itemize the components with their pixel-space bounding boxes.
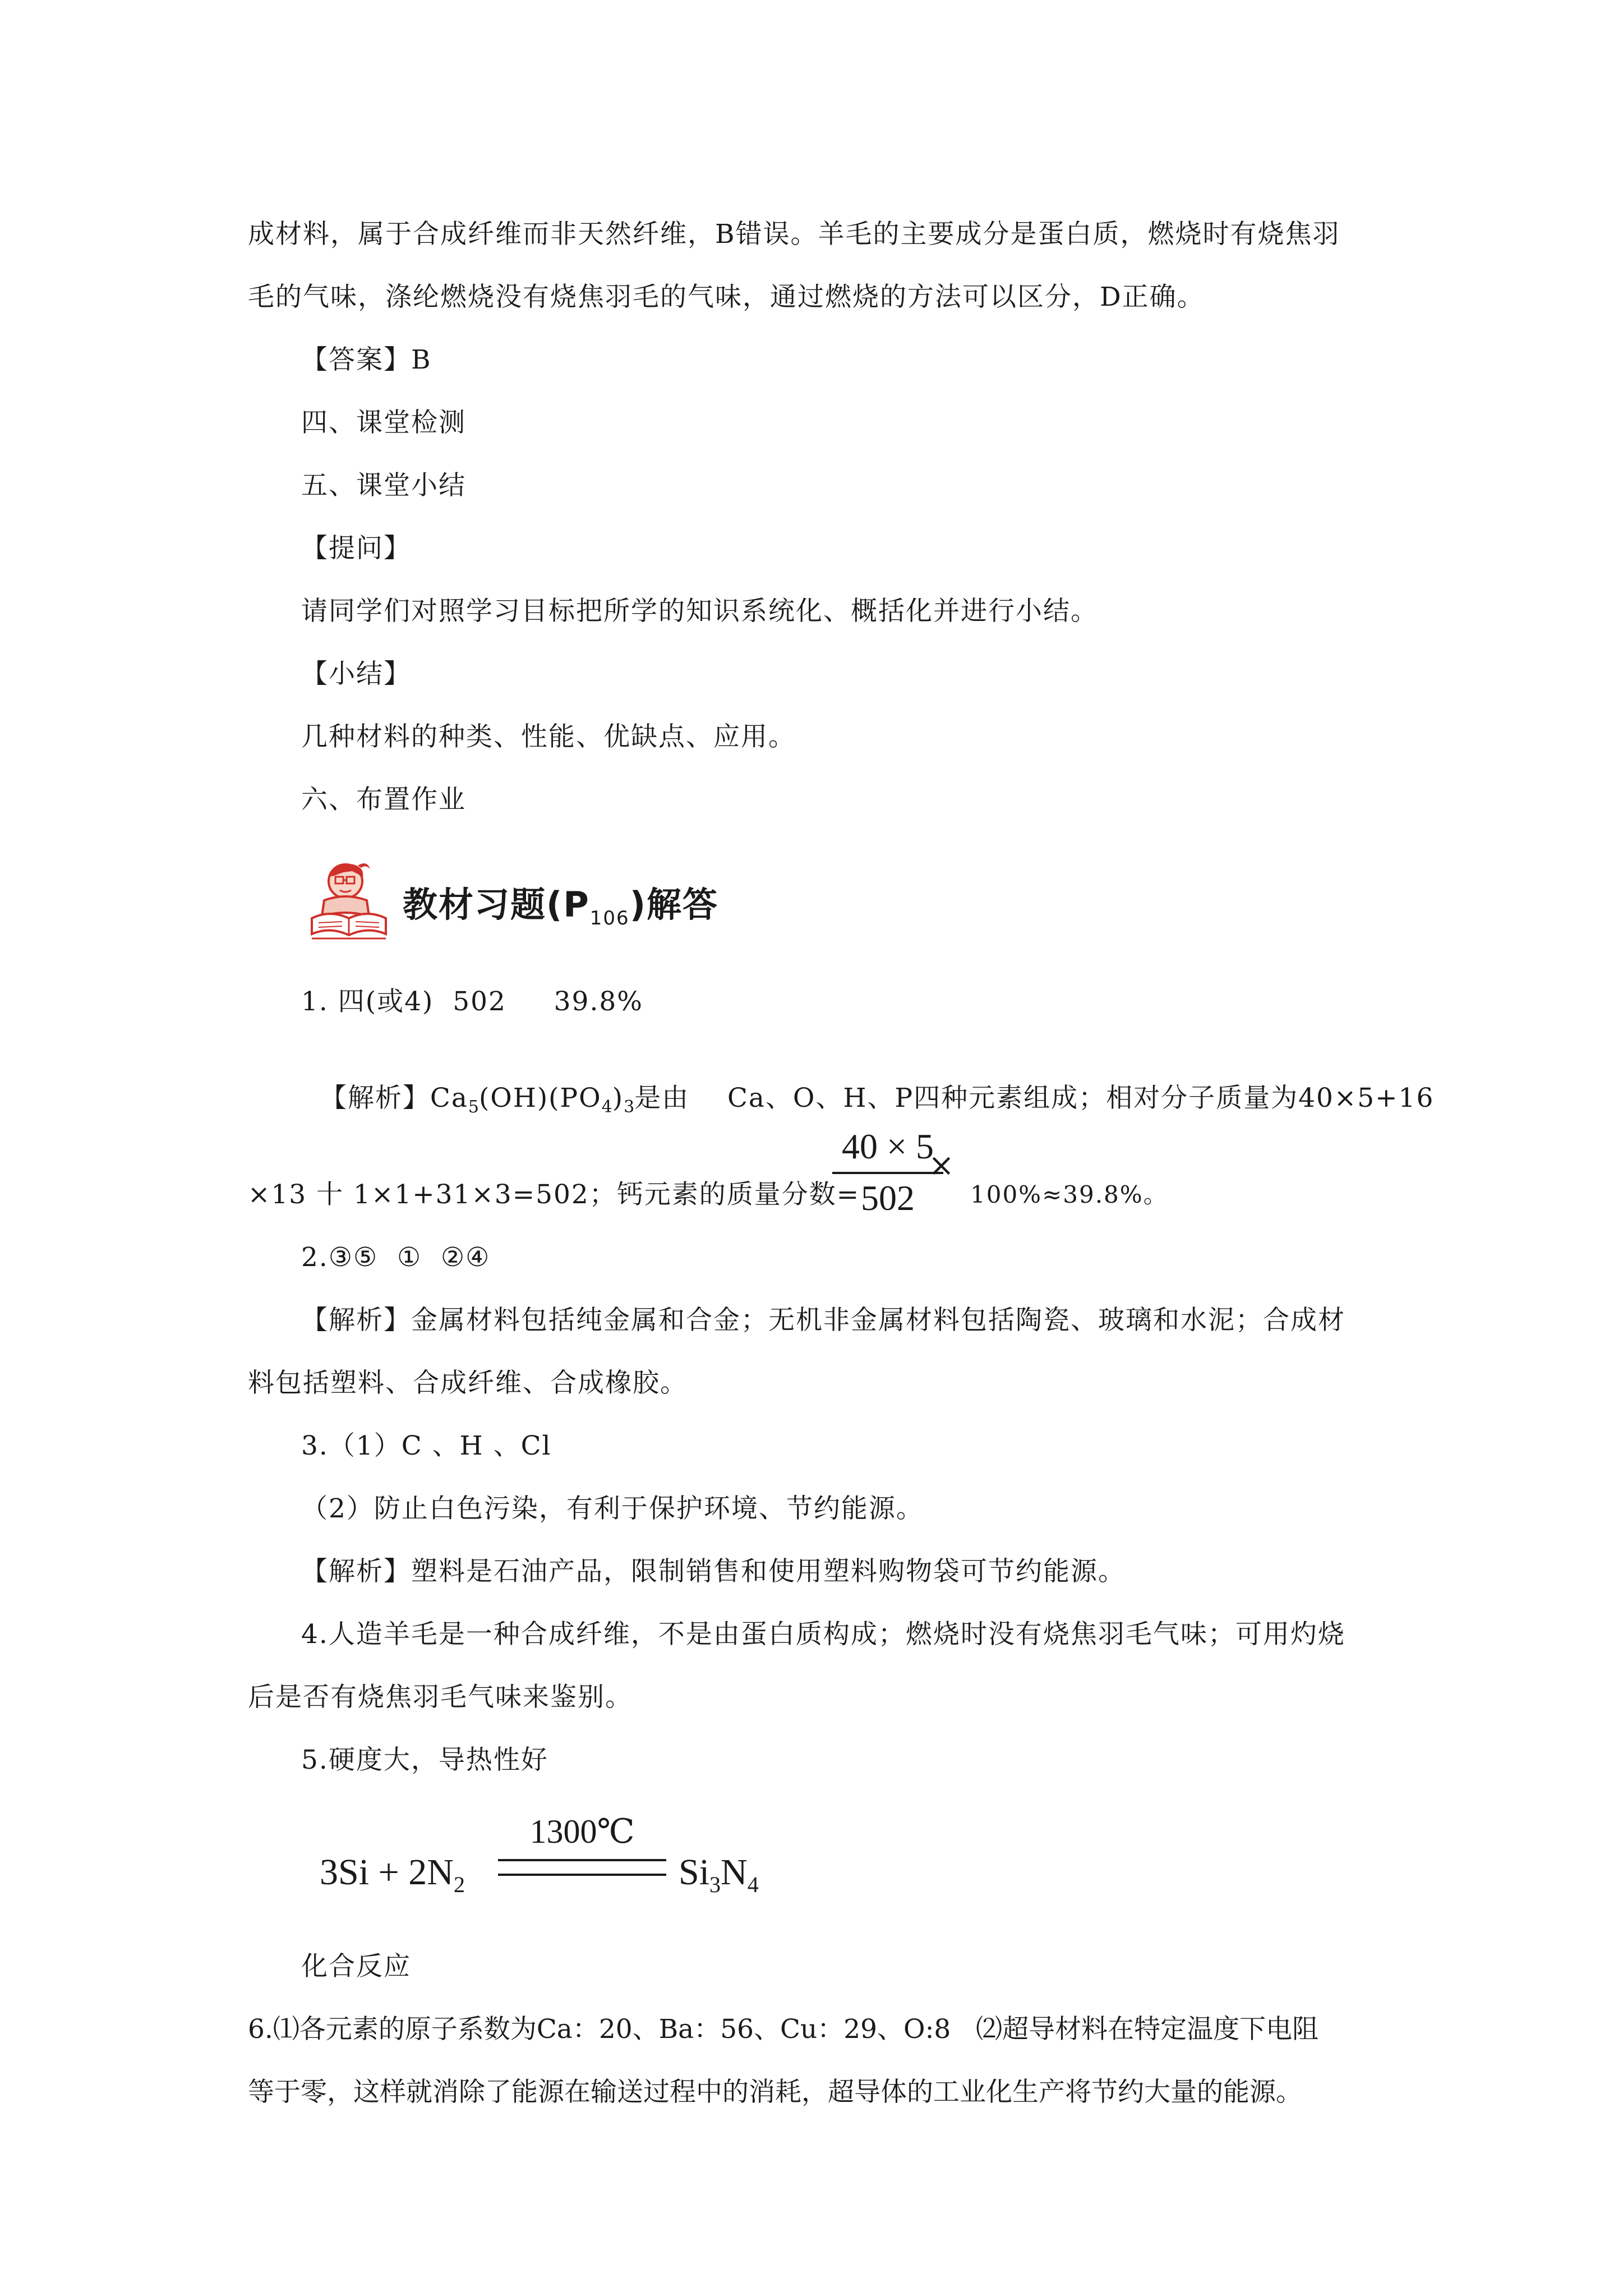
- answer-4: 4.人造羊毛是一种合成纤维，不是由蛋白质构成；燃烧时没有烧焦羽毛气味；可用灼烧: [301, 1619, 1345, 1650]
- text-line: 后是否有烧焦羽毛气味来鉴别。: [248, 1682, 633, 1713]
- equation-equals: [498, 1859, 666, 1876]
- equation-condition: 1300℃: [529, 1813, 635, 1850]
- analysis-2: 【解析】金属材料包括纯金属和合金；无机非金属材料包括陶瓷、玻璃和水泥；合成材: [301, 1305, 1345, 1336]
- text-line: 料包括塑料、合成纤维、合成橡胶。: [248, 1368, 688, 1398]
- analysis-1: 【解析】$Ca_5(OH)(PO_4)_3$是由 Ca、O、H、P四种元素组成；相对分子质量为40×5+16: [320, 1083, 1435, 1117]
- text-line: 请同学们对照学习目标把所学的知识系统化、概括化并进行小结。: [301, 596, 1098, 627]
- reading-student-icon: [307, 860, 391, 946]
- answer-3: 3.（1）C 、H 、Cl: [301, 1430, 552, 1461]
- fraction-denominator: 502: [861, 1178, 915, 1218]
- summary-label: 【小结】: [301, 659, 411, 689]
- section-heading: 四、课堂检测: [301, 407, 466, 438]
- text-line: 毛的气味，涤纶燃烧没有烧焦羽毛的气味，通过燃烧的方法可以区分，D正确。: [248, 282, 1205, 312]
- equation-product: $Si_3N_4$: [679, 1852, 759, 1897]
- text-line: 100%≈39.8%。: [970, 1181, 1168, 1208]
- banner-title: 教材习题$(P_{106})$解答: [403, 884, 719, 930]
- answer-2: 2.③⑤ ① ②④: [301, 1242, 491, 1273]
- answer-label: 【答案】B: [301, 344, 432, 375]
- analysis-3: 【解析】塑料是石油产品，限制销售和使用塑料购物袋可节约能源。: [301, 1556, 1126, 1587]
- answer-6: 6.⑴各元素的原子系数为Ca：20、Ba：56、Cu：29、O:8 ⑵超导材料在特定温度下电阻: [248, 2014, 1319, 2045]
- equation-reactants: $3Si + 2N_2$: [320, 1852, 465, 1897]
- text-line: 几种材料的种类、性能、优缺点、应用。: [301, 721, 796, 752]
- reaction-type: 化合反应: [301, 1951, 411, 1982]
- exercise-banner: [307, 855, 718, 951]
- multiply-sign: ×: [928, 1147, 955, 1184]
- text-line: 成材料，属于合成纤维而非天然纤维，B错误。羊毛的主要成分是蛋白质，燃烧时有烧焦羽: [248, 219, 1340, 250]
- text-line: （2）防止白色污染，有利于保护环境、节约能源。: [301, 1493, 924, 1524]
- text-line: 等于零，这样就消除了能源在输送过程中的消耗，超导体的工业化生产将节约大量的能源。: [248, 2077, 1302, 2108]
- question-label: 【提问】: [301, 533, 411, 564]
- fraction-numerator: 40 × 5: [841, 1126, 934, 1166]
- answer-1: 1. 四(或4) 502 39.8%: [301, 986, 643, 1017]
- chemical-equation: [320, 1806, 824, 1918]
- section-heading: 六、布置作业: [301, 784, 466, 815]
- answer-5: 5.硬度大，导热性好: [301, 1745, 548, 1775]
- section-heading: 五、课堂小结: [301, 470, 466, 501]
- text-line: ×13 十 1×1+31×3=502；钙元素的质量分数=: [248, 1179, 860, 1210]
- fraction-bar: [832, 1172, 943, 1174]
